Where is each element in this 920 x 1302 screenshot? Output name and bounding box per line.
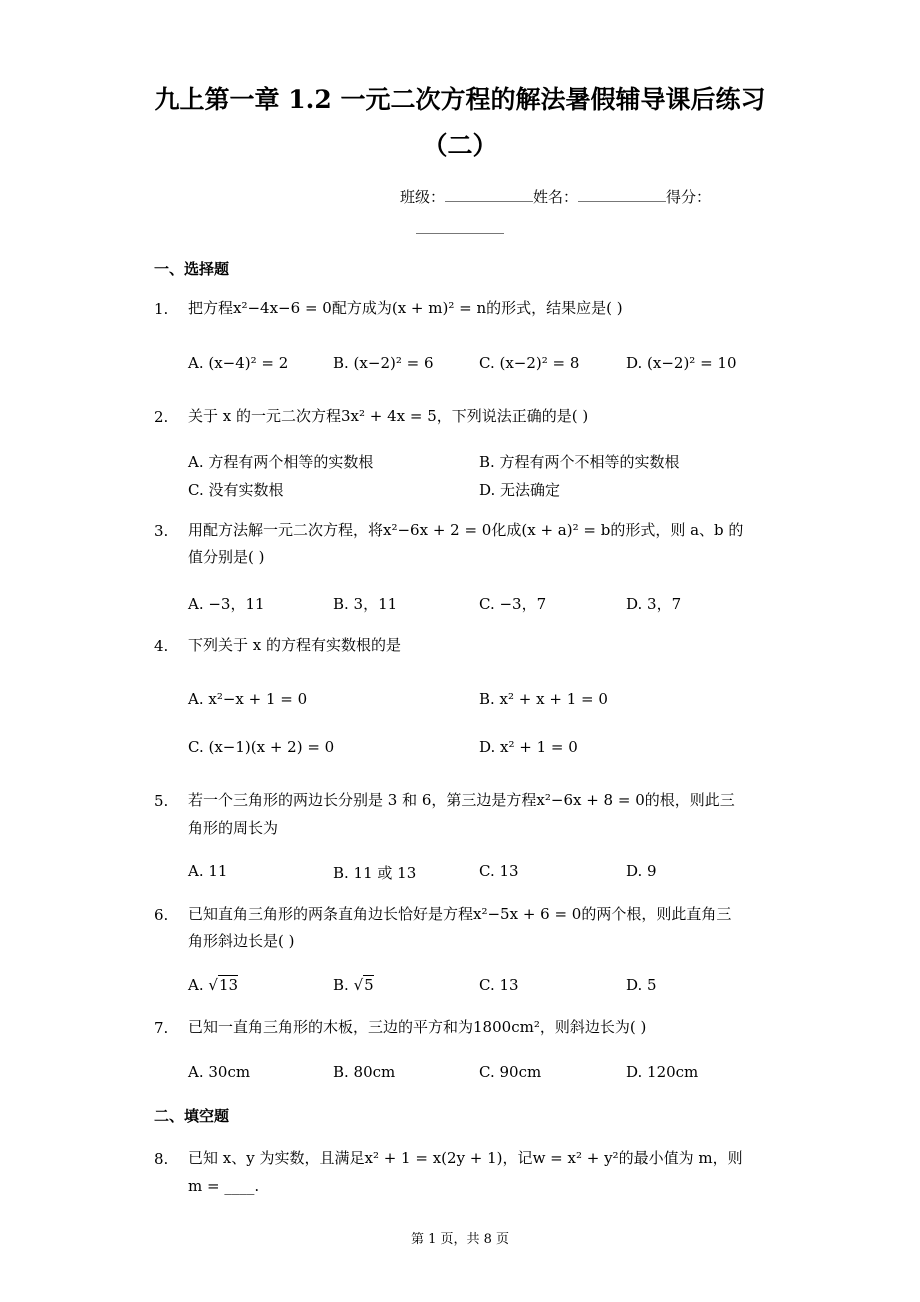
q1-mid: 配方成为	[331, 299, 392, 317]
q5-equation: x²−6x + 8 = 0	[536, 791, 645, 809]
score-label: 得分：	[666, 188, 712, 206]
q4-text: 下列关于 x 的方程有实数根的是	[188, 636, 401, 654]
q2-equation: 3x² + 4x = 5	[341, 407, 437, 425]
page-footer: 第 1 页，共 8 页	[410, 1232, 510, 1247]
q6-number: 6.	[154, 906, 169, 924]
q6-a-label: A.	[188, 976, 204, 994]
q2-option-a: A. 方程有两个相等的实数根	[188, 453, 374, 471]
q7-text	[188, 1013, 646, 1041]
q6-equation: x²−5x + 6 = 0	[473, 905, 582, 923]
q5-option-a: A. 11	[188, 862, 228, 880]
q8-pre: 已知 x、y 为实数，且满足	[188, 1149, 365, 1167]
doc-title-line1: 九上第一章 1.2 一元二次方程的解法暑假辅导课后练习	[154, 85, 766, 114]
score-blank	[416, 219, 504, 234]
q4-number: 4.	[154, 637, 169, 655]
q5-number: 5.	[154, 792, 169, 810]
q1-post: 的形式，结果应是( )	[486, 299, 623, 317]
q1-text	[188, 294, 623, 322]
q8-line2: m = ____.	[188, 1177, 260, 1195]
q6-text	[188, 900, 731, 928]
q8-equation2: w = x² + y²	[532, 1149, 619, 1167]
q8-equation: x² + 1 = x(2y + 1)	[364, 1149, 503, 1167]
section-fill: 二、填空题	[154, 1107, 230, 1125]
q7-option-c: C. 90cm	[479, 1063, 542, 1081]
q2-post: ，下列说法正确的是( )	[436, 407, 589, 425]
q8-number: 8.	[154, 1150, 169, 1168]
q5-option-d: D. 9	[626, 862, 657, 880]
class-blank	[445, 187, 533, 202]
q6-b-label: B.	[333, 976, 349, 994]
name-blank	[578, 187, 666, 202]
q3-mid: 化成	[491, 521, 522, 539]
q3-option-c: C. −3，7	[479, 595, 547, 613]
q4-option-c: C. (x−1)(x + 2) = 0	[188, 738, 335, 756]
q7-post: ，则斜边长为( )	[539, 1018, 647, 1036]
q1-option-b: B. (x−2)² = 6	[333, 354, 434, 372]
q3-pre: 用配方法解一元二次方程，将	[188, 521, 384, 539]
doc-title-line2: （二）	[422, 131, 498, 160]
q6-a-value: 13	[218, 976, 239, 994]
q8-text	[188, 1144, 743, 1172]
info-row	[400, 186, 711, 207]
q8-mid: ，记	[502, 1149, 533, 1167]
q1-option-c: C. (x−2)² = 8	[479, 354, 580, 372]
q4-option-b: B. x² + x + 1 = 0	[479, 690, 608, 708]
q1-number: 1.	[154, 300, 169, 318]
name-label: 姓名：	[533, 188, 579, 206]
class-label: 班级：	[400, 188, 446, 206]
q7-option-b: B. 80cm	[333, 1063, 396, 1081]
q3-equation: x²−6x + 2 = 0	[383, 521, 492, 539]
q3-option-a: A. −3，11	[188, 595, 265, 613]
q7-pre: 已知一直角三角形的木板，三边的平方和为	[188, 1018, 474, 1036]
q5-pre: 若一个三角形的两边长分别是 3 和 6，第三边是方程	[188, 791, 537, 809]
q6-pre: 已知直角三角形的两条直角边长恰好是方程	[188, 905, 474, 923]
q2-pre: 关于 x 的一元二次方程	[188, 407, 341, 425]
q2-option-d: D. 无法确定	[479, 481, 561, 499]
q1-option-a: A. (x−4)² = 2	[188, 354, 289, 372]
q6-b-value: 5	[364, 976, 374, 994]
q3-post: 的形式，则 a、b 的	[610, 521, 744, 539]
q2-option-b: B. 方程有两个不相等的实数根	[479, 453, 680, 471]
q7-option-a: A. 30cm	[188, 1063, 251, 1081]
q6-option-c: C. 13	[479, 976, 519, 994]
q5-option-b: B. 11 或 13	[333, 864, 417, 882]
q1-equation: x²−4x−6 = 0	[233, 299, 332, 317]
q5-option-c: C. 13	[479, 862, 519, 880]
q7-number: 7.	[154, 1019, 169, 1037]
q3-text	[188, 516, 743, 544]
q3-equation2: (x + a)² = b	[521, 521, 611, 539]
q5-line2: 角形的周长为	[188, 819, 279, 837]
section-choice: 一、选择题	[154, 260, 230, 278]
q4-option-a: A. x²−x + 1 = 0	[188, 690, 308, 708]
q6-option-a: A. √13	[188, 976, 239, 994]
q3-line2: 值分别是( )	[188, 548, 265, 566]
q1-equation2: (x + m)² = n	[391, 299, 487, 317]
q6-option-b: B. √5	[333, 976, 374, 994]
q2-text	[188, 402, 588, 430]
q4-option-d: D. x² + 1 = 0	[479, 738, 578, 756]
q2-number: 2.	[154, 408, 169, 426]
q7-option-d: D. 120cm	[626, 1063, 699, 1081]
q7-equation: 1800cm²	[473, 1018, 540, 1036]
q6-post: 的两个根，则此直角三	[581, 905, 732, 923]
q3-number: 3.	[154, 522, 169, 540]
q6-option-d: D. 5	[626, 976, 657, 994]
q1-option-d: D. (x−2)² = 10	[626, 354, 737, 372]
q6-line2: 角形斜边长是( )	[188, 932, 295, 950]
q1-pre: 把方程	[188, 299, 234, 317]
q8-post: 的最小值为 m，则	[618, 1149, 743, 1167]
q3-option-d: D. 3，7	[626, 595, 682, 613]
q5-text	[188, 786, 735, 814]
q5-post: 的根，则此三	[644, 791, 735, 809]
q3-option-b: B. 3，11	[333, 595, 398, 613]
q2-option-c: C. 没有实数根	[188, 481, 284, 499]
